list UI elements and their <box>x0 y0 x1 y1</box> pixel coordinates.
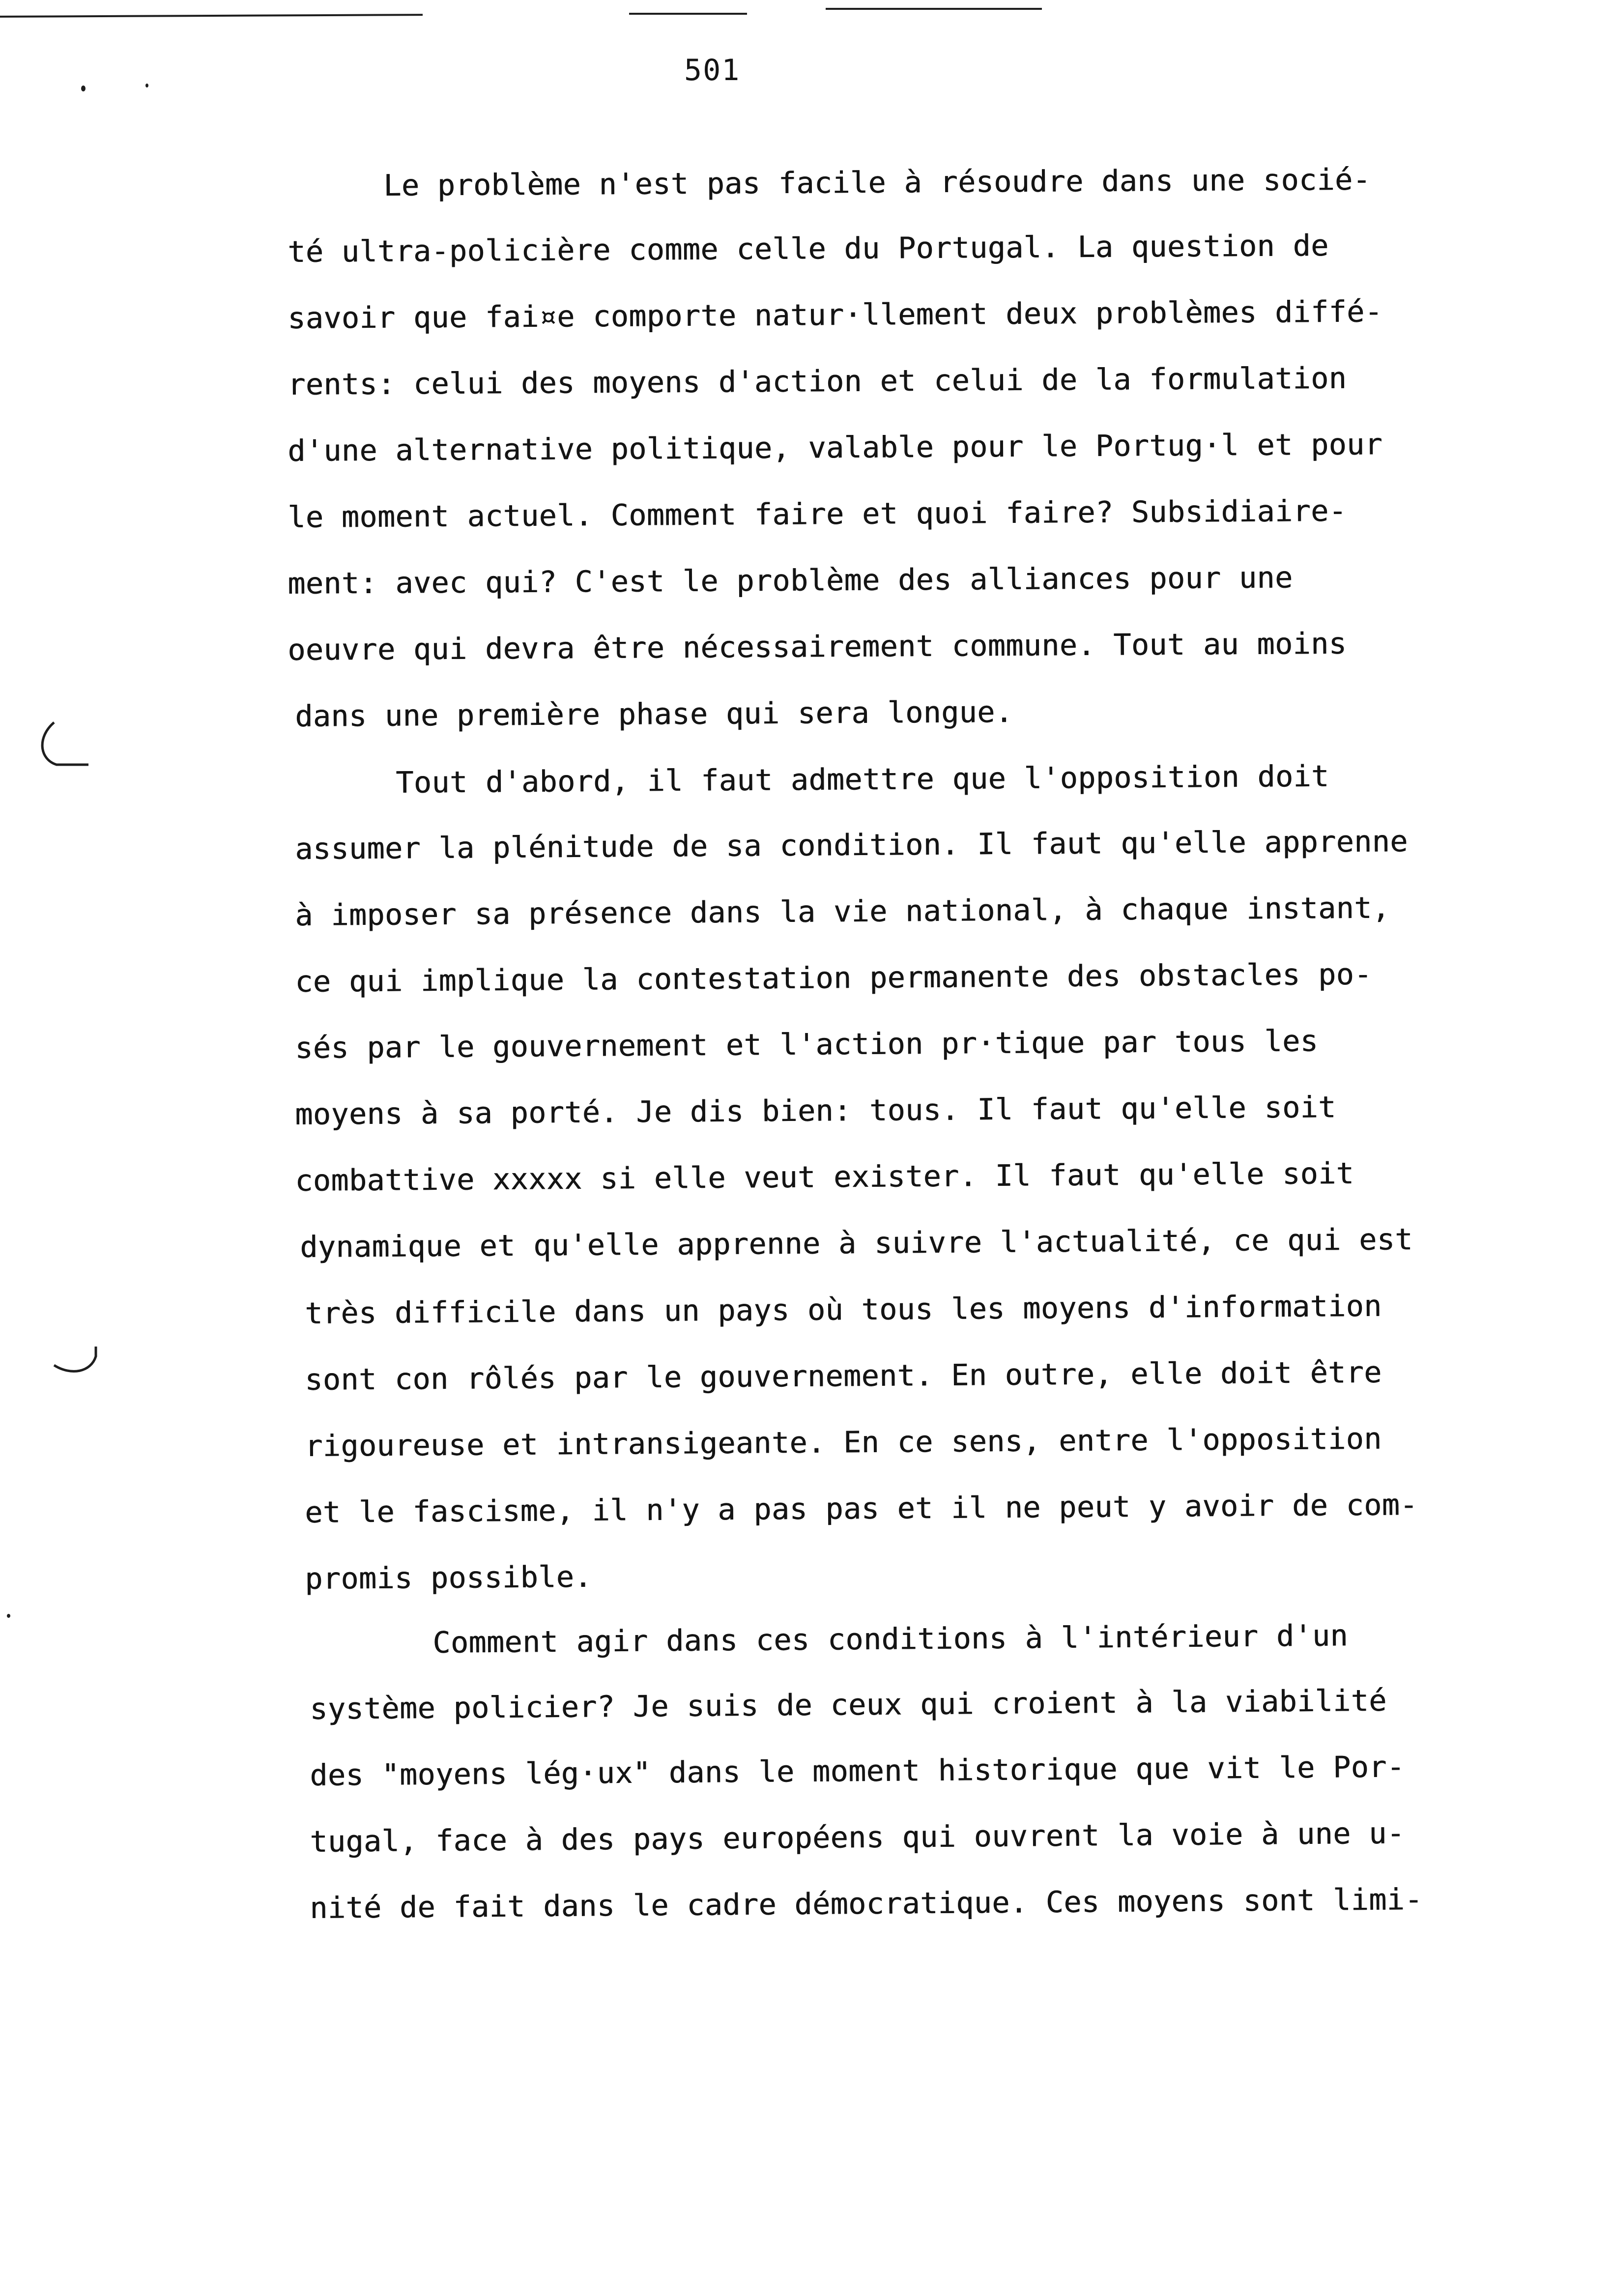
text-line: nité de fait dans le cadre démocratique. Ces moyens sont limi- <box>310 1882 1423 1925</box>
text-line: d'une alternative politique, valable pour le Portug·l et pour <box>288 427 1383 468</box>
text-line: dynamique et qu'elle apprenne à suivre l'actualité, ce qui est <box>300 1222 1413 1264</box>
top-rule-middle <box>629 13 747 15</box>
text-line: et le fascisme, il n'y a pas pas et il ne peut y avoir de com- <box>305 1488 1418 1530</box>
text-line: système policier? Je suis de ceux qui croient à la viabilité <box>310 1683 1387 1726</box>
text-line: combattive xxxxx si elle veut exister. Il faut qu'elle soit <box>295 1156 1354 1198</box>
punch-dot-left <box>81 86 86 91</box>
text-line: sés par le gouvernement et l'action pr·tique par tous les <box>295 1024 1319 1065</box>
text-line: ce qui implique la contestation permanente des obstacles po- <box>295 957 1372 999</box>
margin-dot <box>7 1614 10 1618</box>
margin-arc-lower <box>49 1337 108 1381</box>
top-rule-right <box>826 8 1042 10</box>
text-line: des "moyens lég·ux" dans le moment historique que vit le Por- <box>310 1750 1405 1793</box>
text-line: rents: celui des moyens d'action et celui de la formulation <box>288 361 1347 402</box>
text-line: moyens à sa porté. Je dis bien: tous. Il faut qu'elle soit <box>295 1090 1336 1132</box>
page-number: 501 <box>684 53 741 87</box>
text-line: sont con rôlés par le gouvernement. En outre, elle doit être <box>305 1355 1382 1397</box>
text-line: dans une première phase qui sera longue. <box>295 695 1013 734</box>
text-line: savoir que fai¤e comporte natur·llement deux problèmes diffé- <box>288 294 1383 336</box>
text-line: rigoureuse et intransigeante. En ce sens, entre l'opposition <box>305 1421 1382 1464</box>
text-line: à imposer sa présence dans la vie national, à chaque instant, <box>295 890 1390 933</box>
top-rule-left <box>0 14 423 18</box>
text-line: assumer la plénitude de sa condition. Il faut qu'elle apprenne <box>295 824 1408 866</box>
punch-dot-small <box>145 84 148 87</box>
text-line: promis possible. <box>305 1559 592 1596</box>
text-line: Tout d'abord, il faut admettre que l'opposition doit <box>396 759 1329 800</box>
text-line: oeuvre qui devra être nécessairement commune. Tout au moins <box>288 626 1347 667</box>
text-line: ment: avec qui? C'est le problème des alliances pour une <box>288 560 1293 601</box>
text-line: té ultra-policière comme celle du Portugal. La question de <box>288 229 1329 269</box>
text-line: le moment actuel. Comment faire et quoi faire? Subsidiaire- <box>288 493 1347 535</box>
text-line: très difficile dans un pays où tous les moyens d'information <box>305 1289 1382 1331</box>
text-line: Comment agir dans ces conditions à l'intérieur d'un <box>432 1618 1349 1660</box>
text-line: tugal, face à des pays européens qui ouvrent la voie à une u- <box>310 1816 1405 1859</box>
margin-arc-upper <box>34 718 93 772</box>
text-line: Le problème n'est pas facile à résoudre dans une socié- <box>383 162 1371 203</box>
